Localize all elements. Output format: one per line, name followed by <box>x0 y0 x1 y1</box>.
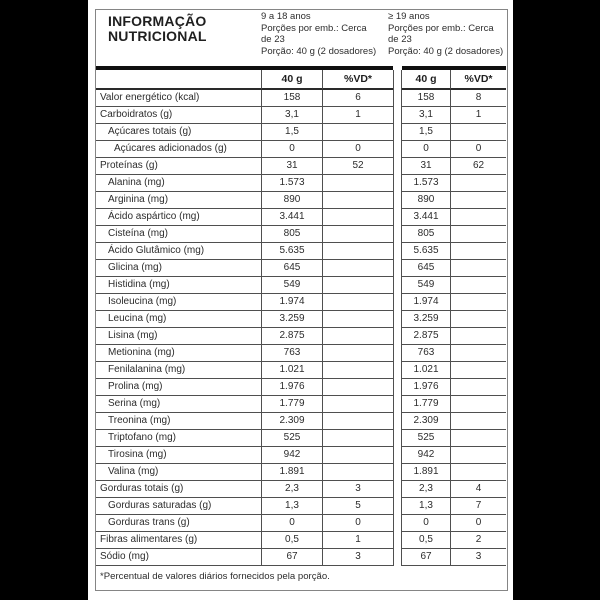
table-row <box>96 107 507 124</box>
column-header-vd-group2: %VD* <box>450 70 506 90</box>
amount-40g-group2: 645 <box>402 260 450 277</box>
amount-40g-group2: 2,3 <box>402 481 450 498</box>
group-gap <box>393 260 402 277</box>
column-header-vd-group1: %VD* <box>322 70 393 90</box>
amount-40g-group1: 525 <box>261 430 322 447</box>
label-header <box>96 10 507 66</box>
table-row <box>96 379 507 396</box>
vd-percent-group2 <box>450 464 506 481</box>
row-label: Histidina (mg) <box>96 277 261 294</box>
group-gap <box>393 464 402 481</box>
amount-40g-group2: 5.635 <box>402 243 450 260</box>
group-gap <box>393 107 402 124</box>
amount-40g-group1: 549 <box>261 277 322 294</box>
group-gap <box>393 226 402 243</box>
vd-percent-group1 <box>322 243 393 260</box>
amount-40g-group1: 3.259 <box>261 311 322 328</box>
age-group-1-header <box>261 11 376 57</box>
vd-percent-group2 <box>450 277 506 294</box>
group-gap <box>393 430 402 447</box>
amount-40g-group2: 1.891 <box>402 464 450 481</box>
vd-percent-group2: 0 <box>450 141 506 158</box>
amount-40g-group2: 1.974 <box>402 294 450 311</box>
amount-40g-group2: 0 <box>402 515 450 532</box>
row-label: Serina (mg) <box>96 396 261 413</box>
row-label: Gorduras totais (g) <box>96 481 261 498</box>
amount-40g-group1: 1.021 <box>261 362 322 379</box>
row-label: Leucina (mg) <box>96 311 261 328</box>
vd-percent-group1: 6 <box>322 90 393 107</box>
table-row <box>96 481 507 498</box>
group-gap <box>393 141 402 158</box>
amount-40g-group2: 890 <box>402 192 450 209</box>
group-gap <box>393 396 402 413</box>
vd-percent-group1 <box>322 175 393 192</box>
amount-40g-group1: 67 <box>261 549 322 566</box>
vd-percent-group1 <box>322 226 393 243</box>
vd-percent-group2: 1 <box>450 107 506 124</box>
vd-percent-group1 <box>322 430 393 447</box>
vd-percent-group2 <box>450 243 506 260</box>
vd-percent-group2: 62 <box>450 158 506 175</box>
amount-40g-group1: 3.441 <box>261 209 322 226</box>
amount-40g-group1: 0 <box>261 141 322 158</box>
vd-percent-group1 <box>322 311 393 328</box>
group-gap <box>393 532 402 549</box>
footnote: *Percentual de valores diários fornecidos pela porção. <box>100 571 330 582</box>
vd-percent-group1: 52 <box>322 158 393 175</box>
age-group-1-servings-line1: Porções por emb.: Cerca <box>261 22 367 34</box>
row-label: Fibras alimentares (g) <box>96 532 261 549</box>
group-gap <box>393 515 402 532</box>
row-label: Cisteína (mg) <box>96 226 261 243</box>
vd-percent-group2: 0 <box>450 515 506 532</box>
group-gap <box>393 175 402 192</box>
vd-percent-group1 <box>322 362 393 379</box>
table-row <box>96 226 507 243</box>
vd-percent-group1 <box>322 124 393 141</box>
row-label: Metionina (mg) <box>96 345 261 362</box>
vd-percent-group2 <box>450 294 506 311</box>
amount-40g-group1: 763 <box>261 345 322 362</box>
vd-percent-group1 <box>322 413 393 430</box>
vd-percent-group1: 0 <box>322 141 393 158</box>
amount-40g-group2: 158 <box>402 90 450 107</box>
table-row <box>96 124 507 141</box>
amount-40g-group1: 1.779 <box>261 396 322 413</box>
age-group-1-servings-line2: de 23 <box>261 34 285 45</box>
age-group-2-portion: Porção: 40 g (2 dosadores) <box>388 45 504 57</box>
age-group-2-range: ≥ 19 anos <box>388 11 430 22</box>
row-label: Tirosina (mg) <box>96 447 261 464</box>
row-label: Triptofano (mg) <box>96 430 261 447</box>
table-row <box>96 311 507 328</box>
amount-40g-group2: 1.573 <box>402 175 450 192</box>
vd-percent-group2 <box>450 362 506 379</box>
row-label: Sódio (mg) <box>96 549 261 566</box>
vd-percent-group2 <box>450 311 506 328</box>
group-gap <box>393 243 402 260</box>
amount-40g-group2: 1,3 <box>402 498 450 515</box>
vd-percent-group1 <box>322 277 393 294</box>
age-group-1-range: 9 a 18 anos <box>261 11 311 22</box>
table-row <box>96 141 507 158</box>
vd-percent-group1 <box>322 192 393 209</box>
amount-40g-group2: 2.875 <box>402 328 450 345</box>
group-gap <box>393 209 402 226</box>
amount-40g-group2: 1.021 <box>402 362 450 379</box>
table-row <box>96 175 507 192</box>
amount-40g-group2: 805 <box>402 226 450 243</box>
label-title-line1: INFORMAÇÃO <box>108 13 207 29</box>
vd-percent-group1: 3 <box>322 549 393 566</box>
vd-percent-group2 <box>450 413 506 430</box>
table-row <box>96 515 507 532</box>
row-label: Valina (mg) <box>96 464 261 481</box>
age-group-2-header <box>388 11 503 57</box>
vd-percent-group2: 3 <box>450 549 506 566</box>
table-row <box>96 277 507 294</box>
group-gap <box>393 124 402 141</box>
vd-percent-group2 <box>450 192 506 209</box>
amount-40g-group2: 549 <box>402 277 450 294</box>
group-gap <box>393 379 402 396</box>
amount-40g-group1: 3,1 <box>261 107 322 124</box>
group-gap <box>393 481 402 498</box>
group-gap <box>393 413 402 430</box>
amount-40g-group2: 2.309 <box>402 413 450 430</box>
amount-40g-group1: 942 <box>261 447 322 464</box>
row-label: Ácido aspártico (mg) <box>96 209 261 226</box>
amount-40g-group2: 31 <box>402 158 450 175</box>
vd-percent-group1 <box>322 209 393 226</box>
amount-40g-group2: 3.441 <box>402 209 450 226</box>
group-gap <box>393 447 402 464</box>
vd-percent-group2 <box>450 226 506 243</box>
amount-40g-group2: 763 <box>402 345 450 362</box>
amount-40g-group1: 2,3 <box>261 481 322 498</box>
amount-40g-group1: 158 <box>261 90 322 107</box>
amount-40g-group1: 1.974 <box>261 294 322 311</box>
row-label: Prolina (mg) <box>96 379 261 396</box>
row-label: Valor energético (kcal) <box>96 90 261 107</box>
vd-percent-group1: 1 <box>322 532 393 549</box>
vd-percent-group2 <box>450 175 506 192</box>
table-row <box>96 532 507 549</box>
table-row <box>96 209 507 226</box>
amount-40g-group2: 1.976 <box>402 379 450 396</box>
vd-percent-group2: 2 <box>450 532 506 549</box>
amount-40g-group1: 1.573 <box>261 175 322 192</box>
table-row <box>96 345 507 362</box>
group-gap <box>393 311 402 328</box>
table-row <box>96 192 507 209</box>
column-header-amount-group2: 40 g <box>402 70 450 90</box>
row-label: Arginina (mg) <box>96 192 261 209</box>
row-label: Carboidratos (g) <box>96 107 261 124</box>
row-label: Proteínas (g) <box>96 158 261 175</box>
row-label: Glicina (mg) <box>96 260 261 277</box>
vd-percent-group2: 8 <box>450 90 506 107</box>
row-label: Fenilalanina (mg) <box>96 362 261 379</box>
amount-40g-group2: 67 <box>402 549 450 566</box>
vd-percent-group1: 3 <box>322 481 393 498</box>
vd-percent-group1: 1 <box>322 107 393 124</box>
table-row <box>96 328 507 345</box>
group-gap <box>393 277 402 294</box>
row-label: Alanina (mg) <box>96 175 261 192</box>
group-gap <box>393 90 402 107</box>
amount-40g-group1: 1,3 <box>261 498 322 515</box>
column-header-spacer <box>96 70 261 90</box>
row-label: Treonina (mg) <box>96 413 261 430</box>
group-gap <box>393 294 402 311</box>
vd-percent-group2 <box>450 396 506 413</box>
label-title-line2: NUTRICIONAL <box>108 28 207 44</box>
vd-percent-group1 <box>322 328 393 345</box>
vd-percent-group1 <box>322 379 393 396</box>
amount-40g-group1: 1.976 <box>261 379 322 396</box>
vd-percent-group1 <box>322 464 393 481</box>
vd-percent-group1 <box>322 396 393 413</box>
row-label: Ácido Glutâmico (mg) <box>96 243 261 260</box>
amount-40g-group1: 0 <box>261 515 322 532</box>
table-row <box>96 158 507 175</box>
amount-40g-group2: 0 <box>402 141 450 158</box>
table-row <box>96 294 507 311</box>
amount-40g-group2: 3.259 <box>402 311 450 328</box>
amount-40g-group1: 31 <box>261 158 322 175</box>
vd-percent-group2 <box>450 328 506 345</box>
amount-40g-group2: 942 <box>402 447 450 464</box>
amount-40g-group1: 5.635 <box>261 243 322 260</box>
row-label: Lisina (mg) <box>96 328 261 345</box>
nutrition-label-panel <box>88 0 513 600</box>
group-gap <box>393 362 402 379</box>
row-label: Isoleucina (mg) <box>96 294 261 311</box>
table-row <box>96 430 507 447</box>
table-row <box>96 362 507 379</box>
table-row <box>96 549 507 566</box>
amount-40g-group1: 1,5 <box>261 124 322 141</box>
vd-percent-group1 <box>322 294 393 311</box>
group-gap <box>393 158 402 175</box>
vd-percent-group2 <box>450 260 506 277</box>
row-label: Gorduras saturadas (g) <box>96 498 261 515</box>
row-label: Gorduras trans (g) <box>96 515 261 532</box>
label-title <box>108 14 207 44</box>
group-gap <box>393 192 402 209</box>
vd-percent-group2 <box>450 430 506 447</box>
amount-40g-group1: 0,5 <box>261 532 322 549</box>
group-gap <box>393 549 402 566</box>
row-label: Açúcares totais (g) <box>96 124 261 141</box>
column-header-gap <box>393 70 402 90</box>
vd-percent-group1 <box>322 345 393 362</box>
table-row <box>96 396 507 413</box>
amount-40g-group2: 1,5 <box>402 124 450 141</box>
vd-percent-group2 <box>450 209 506 226</box>
table-row <box>96 498 507 515</box>
amount-40g-group2: 0,5 <box>402 532 450 549</box>
vd-percent-group2: 4 <box>450 481 506 498</box>
column-header-row <box>96 70 507 90</box>
amount-40g-group2: 3,1 <box>402 107 450 124</box>
vd-percent-group2 <box>450 124 506 141</box>
amount-40g-group1: 890 <box>261 192 322 209</box>
vd-percent-group2 <box>450 379 506 396</box>
vd-percent-group2 <box>450 447 506 464</box>
table-row <box>96 243 507 260</box>
table-row <box>96 260 507 277</box>
amount-40g-group1: 1.891 <box>261 464 322 481</box>
vd-percent-group2 <box>450 345 506 362</box>
amount-40g-group1: 645 <box>261 260 322 277</box>
vd-percent-group2: 7 <box>450 498 506 515</box>
amount-40g-group1: 805 <box>261 226 322 243</box>
table-row <box>96 464 507 481</box>
group-gap <box>393 498 402 515</box>
table-row <box>96 447 507 464</box>
table-row <box>96 413 507 430</box>
nutrition-table-body <box>96 90 507 566</box>
amount-40g-group2: 525 <box>402 430 450 447</box>
amount-40g-group2: 1.779 <box>402 396 450 413</box>
group-gap <box>393 345 402 362</box>
vd-percent-group1 <box>322 447 393 464</box>
table-row <box>96 90 507 107</box>
amount-40g-group1: 2.309 <box>261 413 322 430</box>
group-gap <box>393 328 402 345</box>
vd-percent-group1: 0 <box>322 515 393 532</box>
amount-40g-group1: 2.875 <box>261 328 322 345</box>
column-header-amount-group1: 40 g <box>261 70 322 90</box>
age-group-2-servings-line1: Porções por emb.: Cerca <box>388 22 494 34</box>
vd-percent-group1 <box>322 260 393 277</box>
age-group-1-portion: Porção: 40 g (2 dosadores) <box>261 45 377 57</box>
vd-percent-group1: 5 <box>322 498 393 515</box>
row-label: Açúcares adicionados (g) <box>96 141 261 158</box>
nutrition-label-frame <box>95 9 508 591</box>
age-group-2-servings-line2: de 23 <box>388 34 412 45</box>
